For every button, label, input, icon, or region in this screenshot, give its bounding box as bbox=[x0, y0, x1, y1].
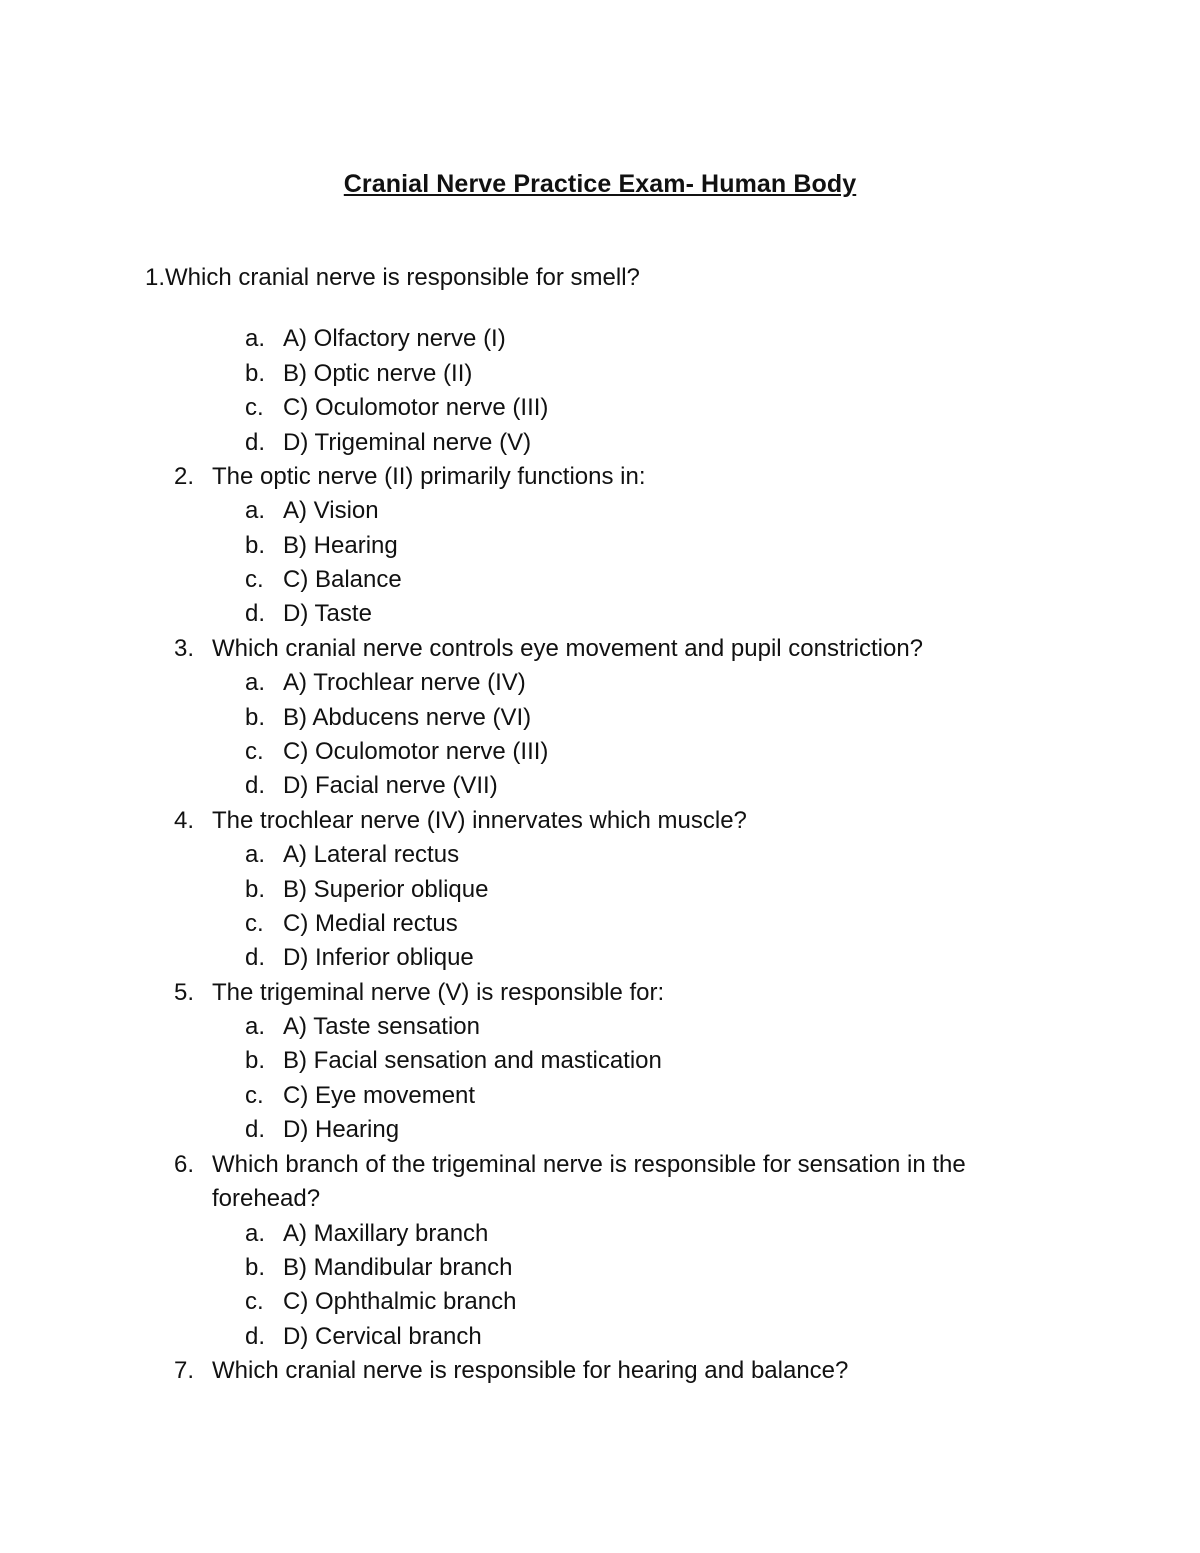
question-text: Which cranial nerve controls eye movement and pupil constriction? bbox=[212, 635, 924, 662]
option-letter: c. bbox=[245, 394, 264, 421]
option-text: B) Hearing bbox=[283, 532, 398, 559]
option-letter: d. bbox=[245, 1323, 266, 1350]
option-letter: d. bbox=[245, 1116, 266, 1143]
question-number: 3. bbox=[174, 635, 195, 662]
option-text: A) Maxillary branch bbox=[283, 1220, 489, 1247]
option-text: C) Oculomotor nerve (III) bbox=[283, 738, 549, 765]
option-text: D) Facial nerve (VII) bbox=[283, 772, 498, 799]
option-text: C) Eye movement bbox=[283, 1082, 476, 1109]
option-text: A) Taste sensation bbox=[283, 1013, 481, 1040]
option-letter: a. bbox=[245, 841, 266, 868]
option-letter: c. bbox=[245, 1288, 264, 1315]
question-number: 5. bbox=[174, 979, 195, 1006]
option-text: D) Cervical branch bbox=[283, 1323, 482, 1350]
option-letter: a. bbox=[245, 1220, 266, 1247]
question-text: Which branch of the trigeminal nerve is responsible for sensation in the bbox=[212, 1151, 966, 1178]
option-letter: d. bbox=[245, 944, 266, 971]
option-letter: a. bbox=[245, 497, 266, 524]
option-text: A) Vision bbox=[283, 497, 379, 524]
question-number: 7. bbox=[174, 1357, 195, 1384]
option-text: B) Mandibular branch bbox=[283, 1254, 513, 1281]
question-1 bbox=[145, 262, 640, 294]
option-text: C) Ophthalmic branch bbox=[283, 1288, 517, 1315]
question-text: Which cranial nerve is responsible for smell? bbox=[165, 264, 640, 291]
option-text: D) Hearing bbox=[283, 1116, 400, 1143]
option-letter: d. bbox=[245, 772, 266, 799]
option-letter: b. bbox=[245, 360, 266, 387]
question-number: 2. bbox=[174, 463, 195, 490]
question-number: 1. bbox=[145, 264, 166, 291]
option-text: B) Superior oblique bbox=[283, 876, 489, 903]
option-text: C) Balance bbox=[283, 566, 402, 593]
option-letter: b. bbox=[245, 704, 266, 731]
question-number: 4. bbox=[174, 807, 195, 834]
option-text: C) Medial rectus bbox=[283, 910, 458, 937]
option-text: D) Inferior oblique bbox=[283, 944, 474, 971]
option-text: D) Trigeminal nerve (V) bbox=[283, 429, 532, 456]
option-text: A) Trochlear nerve (IV) bbox=[283, 669, 526, 696]
option-letter: b. bbox=[245, 876, 266, 903]
option-letter: a. bbox=[245, 669, 266, 696]
option-letter: b. bbox=[245, 1254, 266, 1281]
option-letter: d. bbox=[245, 429, 266, 456]
question-text-continuation: forehead? bbox=[212, 1185, 321, 1212]
option-letter: b. bbox=[245, 1047, 266, 1074]
option-text: D) Taste bbox=[283, 600, 372, 627]
option-letter: b. bbox=[245, 532, 266, 559]
question-text: The trigeminal nerve (V) is responsible for: bbox=[212, 979, 665, 1006]
option-text: B) Abducens nerve (VI) bbox=[283, 704, 532, 731]
option-text: B) Facial sensation and mastication bbox=[283, 1047, 662, 1074]
option-letter: a. bbox=[245, 325, 266, 352]
option-text: A) Lateral rectus bbox=[283, 841, 460, 868]
option-letter: c. bbox=[245, 738, 264, 765]
question-text: The trochlear nerve (IV) innervates which muscle? bbox=[212, 807, 747, 834]
option-letter: c. bbox=[245, 566, 264, 593]
option-text: B) Optic nerve (II) bbox=[283, 360, 473, 387]
option-letter: c. bbox=[245, 1082, 264, 1109]
question-text: Which cranial nerve is responsible for hearing and balance? bbox=[212, 1357, 849, 1384]
option-text: A) Olfactory nerve (I) bbox=[283, 325, 506, 352]
option-letter: c. bbox=[245, 910, 264, 937]
option-letter: a. bbox=[245, 1013, 266, 1040]
question-text: The optic nerve (II) primarily functions in: bbox=[212, 463, 646, 490]
page-title: Cranial Nerve Practice Exam- Human Body bbox=[343, 170, 857, 198]
option-letter: d. bbox=[245, 600, 266, 627]
option-text: C) Oculomotor nerve (III) bbox=[283, 394, 549, 421]
question-number: 6. bbox=[174, 1151, 195, 1178]
